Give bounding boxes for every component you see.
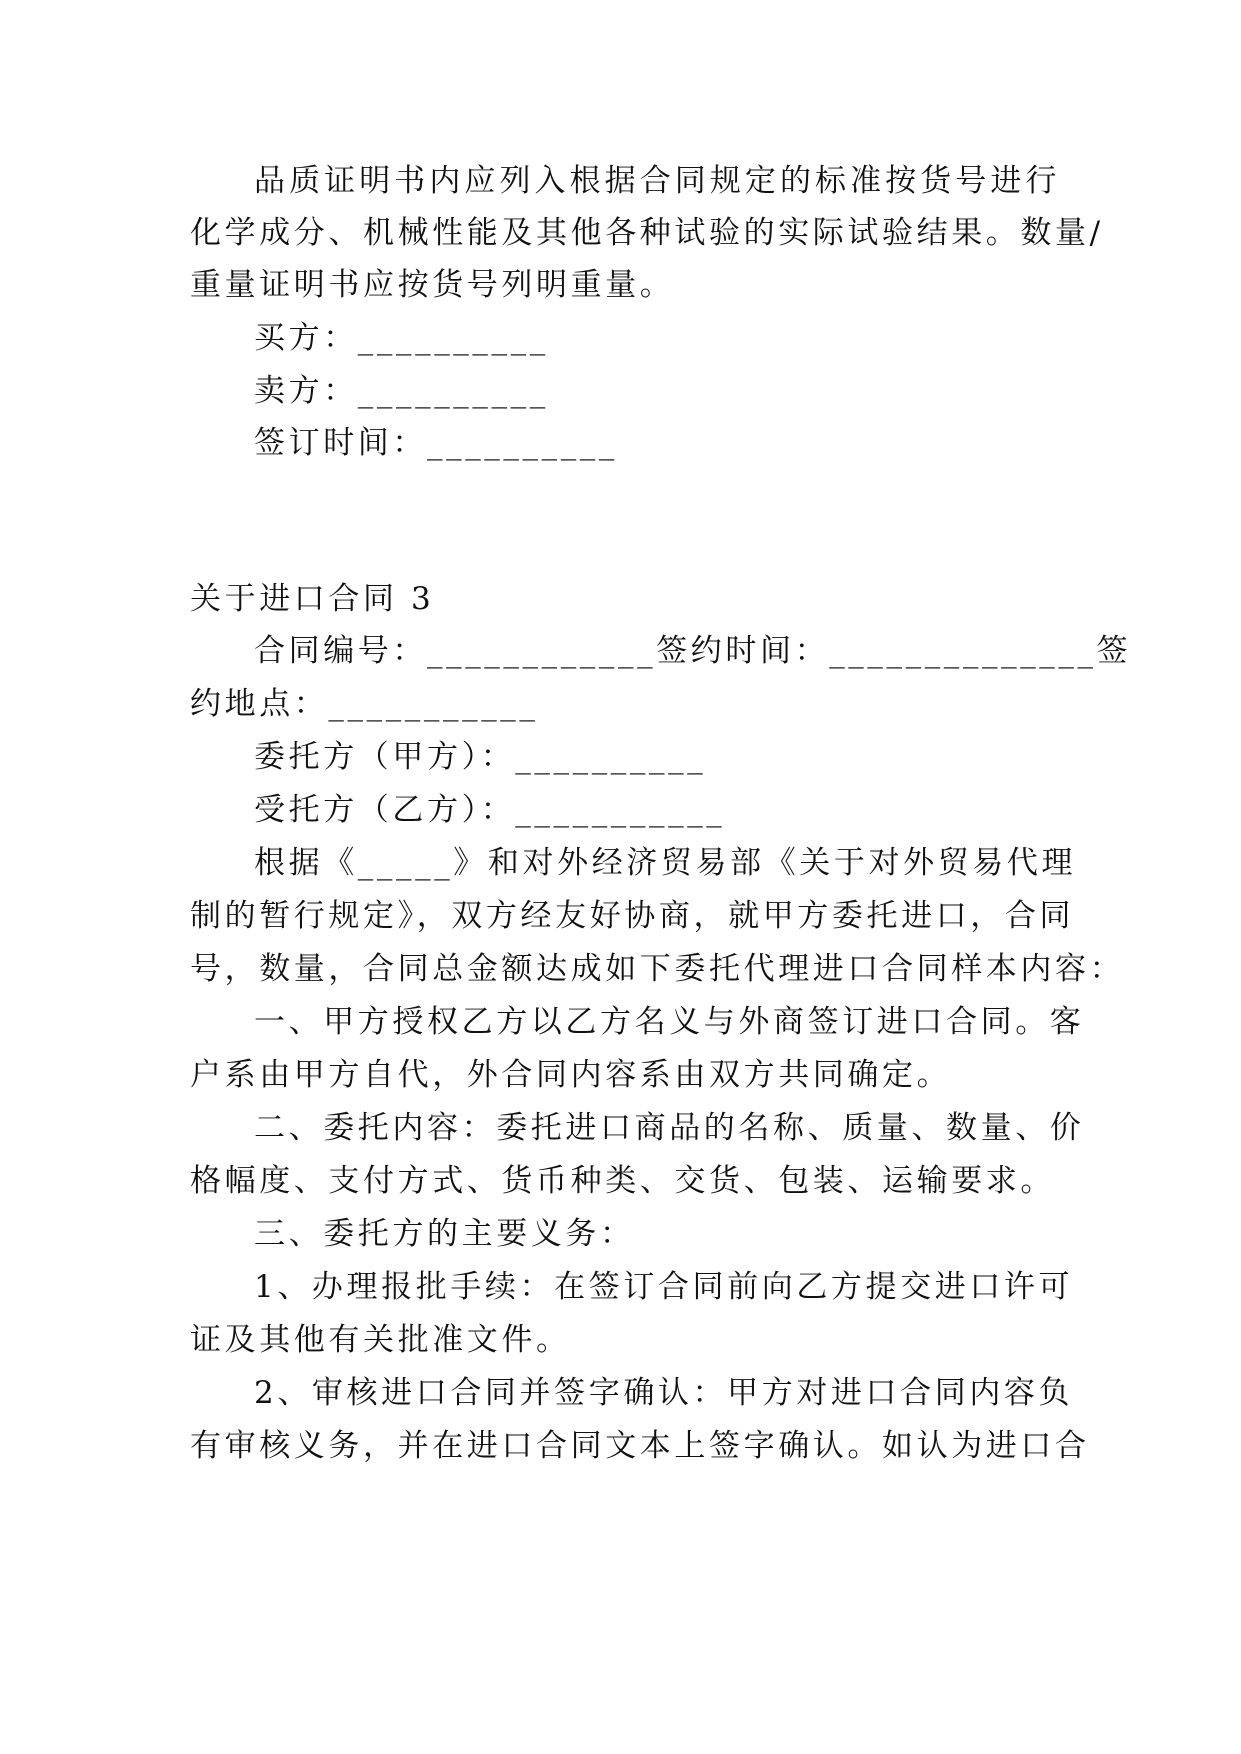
- clause-line: 二、委托内容：委托进口商品的名称、质量、数量、价: [254, 1110, 1085, 1146]
- clause-line: 一、甲方授权乙方以乙方名义与外商签订进口合同。客: [254, 1004, 1085, 1040]
- clause-line: 格幅度、支付方式、货币种类、交货、包装、运输要求。: [190, 1163, 1055, 1199]
- paragraph-line: 化学成分、机械性能及其他各种试验的实际试验结果。数量/: [190, 215, 1104, 251]
- section-heading: 关于进口合同 3: [190, 581, 435, 617]
- clause-line: 1、办理报批手续：在签订合同前向乙方提交进口许可: [254, 1269, 1074, 1305]
- clause-line: 户系由甲方自代，外合同内容系由双方共同确定。: [190, 1057, 952, 1093]
- signing-place-field: 约地点：___________: [190, 686, 539, 722]
- seller-field: 卖方：__________: [254, 373, 549, 409]
- paragraph-line: 根据《_____》和对外经济贸易部《关于对外贸易代理: [254, 845, 1077, 881]
- clause-heading: 三、委托方的主要义务：: [254, 1216, 635, 1252]
- paragraph-line: 重量证明书应按货号列明重量。: [190, 267, 675, 303]
- paragraph-line: 制的暂行规定》，双方经友好协商，就甲方委托进口，合同: [190, 898, 1075, 934]
- signing-date-field: 签订时间：__________: [254, 425, 618, 461]
- clause-line: 证及其他有关批准文件。: [190, 1322, 571, 1358]
- clause-line: 有审核义务，并在进口合同文本上签字确认。如认为进口合: [190, 1428, 1090, 1464]
- buyer-field: 买方：__________: [254, 320, 549, 356]
- agent-party-field: 受托方（乙方）：___________: [254, 792, 726, 828]
- principal-party-field: 委托方（甲方）：__________: [254, 739, 707, 775]
- contract-number-line: 合同编号：____________签约时间：______________签: [254, 633, 1132, 669]
- paragraph-line: 号，数量，合同总金额达成如下委托代理进口合同样本内容：: [190, 951, 1125, 987]
- paragraph-line: 品质证明书内应列入根据合同规定的标准按货号进行: [254, 163, 1060, 199]
- clause-line: 2、审核进口合同并签字确认：甲方对进口合同内容负: [254, 1375, 1074, 1411]
